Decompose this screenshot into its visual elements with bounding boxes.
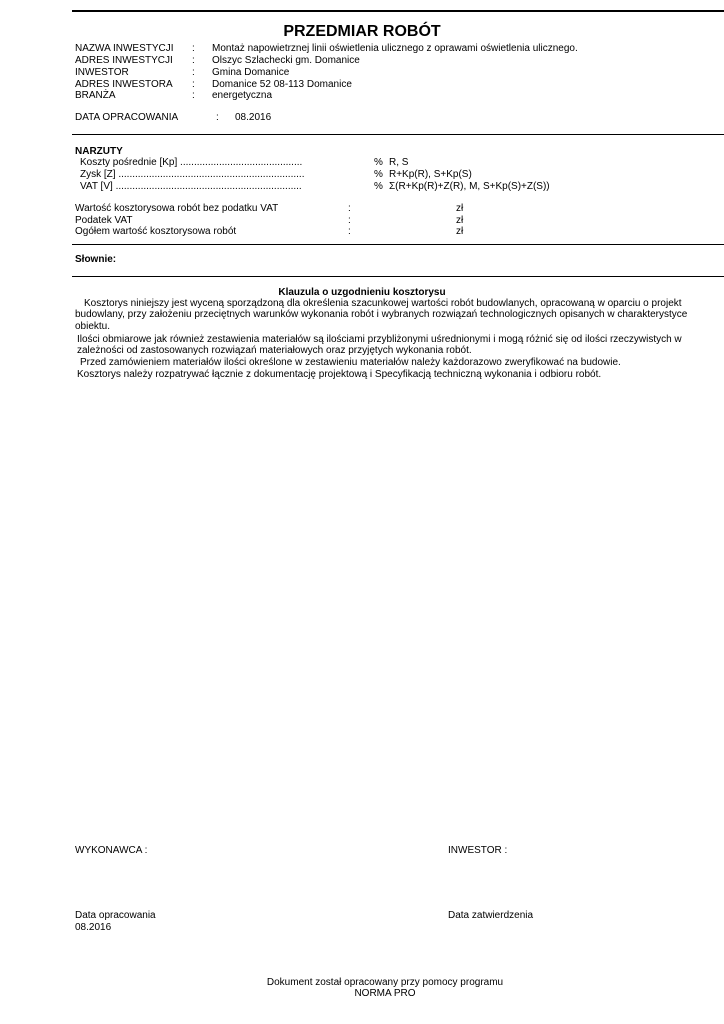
clause-paragraph: Przed zamówieniem materiałów ilości określone w zestawieniu materiałów należy każdorazowo zweryfikować na budowie. (80, 357, 621, 368)
narzuty-formula-z: R+Kp(R), S+Kp(S) (389, 169, 472, 180)
narzuty-formula-vat: Σ(R+Kp(R)+Z(R), M, S+Kp(S)+Z(S)) (389, 181, 550, 192)
approval-date-label: Data zatwierdzenia (448, 910, 534, 921)
narzuty-unit: % (374, 157, 383, 168)
total-colon: : (348, 226, 351, 237)
info-colon: : (192, 90, 195, 101)
info-colon: : (192, 43, 195, 54)
info-value-investment-name: Montaż napowietrznej linii oświetlenia ulicznego z oprawami oświetlenia ulicznego. (212, 43, 578, 54)
info-value-investor-address: Domanice 52 08-113 Domanice (212, 79, 352, 90)
section-rule (72, 134, 724, 135)
top-rule (72, 10, 724, 12)
narzuty-unit: % (374, 181, 383, 192)
total-label-vat: Podatek VAT (75, 215, 133, 226)
slownie-label: Słownie: (75, 254, 117, 265)
clause-paragraph: Ilości obmiarowe jak również zestawienia materiałów są ilościami przybliżonymi uśrednionymi i mogą różnić się od ilości rzeczywistych w zależności od zastosowanych rozwiązań materiałowych oraz przyjętych wykonania robót. (77, 334, 682, 357)
footer-program-name: NORMA PRO (354, 988, 416, 999)
narzuty-label-kp: Koszty pośrednie [Kp] ............................................ (80, 157, 303, 168)
narzuty-heading: NARZUTY (75, 146, 123, 157)
info-colon: : (192, 55, 195, 66)
total-unit: zł (456, 226, 464, 237)
narzuty-formula-kp: R, S (389, 157, 409, 168)
date-value: 08.2016 (235, 112, 272, 123)
narzuty-label-vat: VAT [V] ................................................................... (80, 181, 302, 192)
prep-date-label: Data opracowania (75, 910, 156, 921)
total-unit: zł (456, 215, 464, 226)
page-title: PRZEDMIAR ROBÓT (283, 23, 441, 40)
info-value-investor: Gmina Domanice (212, 67, 290, 78)
info-colon: : (192, 67, 195, 78)
date-colon: : (216, 112, 219, 123)
date-label: DATA OPRACOWANIA (75, 112, 179, 123)
info-label-investment-address: ADRES INWESTYCJI (75, 55, 173, 66)
total-unit: zł (456, 203, 464, 214)
prep-date-value: 08.2016 (75, 922, 112, 933)
clause-paragraph: Kosztorys niniejszy jest wyceną sporządzoną dla określenia szacunkowej wartości robót budowlanych, opracowaną w oparciu o projekt budowlany, przy założeniu przeciętnych warunków wykonania robót i wybranych rozwiązań technologicznych opisanych w charakterystyce obiektu. (75, 298, 688, 332)
info-colon: : (192, 79, 195, 90)
info-label-industry: BRANŻA (75, 90, 116, 101)
info-value-industry: energetyczna (212, 90, 273, 101)
total-label-gross: Ogółem wartość kosztorysowa robót (75, 226, 237, 237)
narzuty-label-z: Zysk [Z] ................................................................... (80, 169, 305, 180)
total-colon: : (348, 203, 351, 214)
footer-line: Dokument został opracowany przy pomocy programu (266, 977, 504, 988)
clause-heading: Klauzula o uzgodnieniu kosztorysu (278, 287, 446, 298)
investor-label: INWESTOR : (448, 845, 508, 856)
total-label-net: Wartość kosztorysowa robót bez podatku VAT (75, 203, 279, 214)
info-label-investor-address: ADRES INWESTORA (75, 79, 173, 90)
info-label-investment-name: NAZWA INWESTYCJI (75, 43, 174, 54)
info-value-investment-address: Olszyc Szlachecki gm. Domanice (212, 55, 360, 66)
section-rule (72, 244, 724, 245)
total-colon: : (348, 215, 351, 226)
narzuty-unit: % (374, 169, 383, 180)
clause-paragraph: Kosztorys należy rozpatrywać łącznie z dokumentację projektową i Specyfikacją techniczną wykonania i odbioru robót. (77, 369, 602, 380)
section-rule (72, 276, 724, 277)
info-label-investor: INWESTOR (75, 67, 129, 78)
contractor-label: WYKONAWCA : (75, 845, 148, 856)
